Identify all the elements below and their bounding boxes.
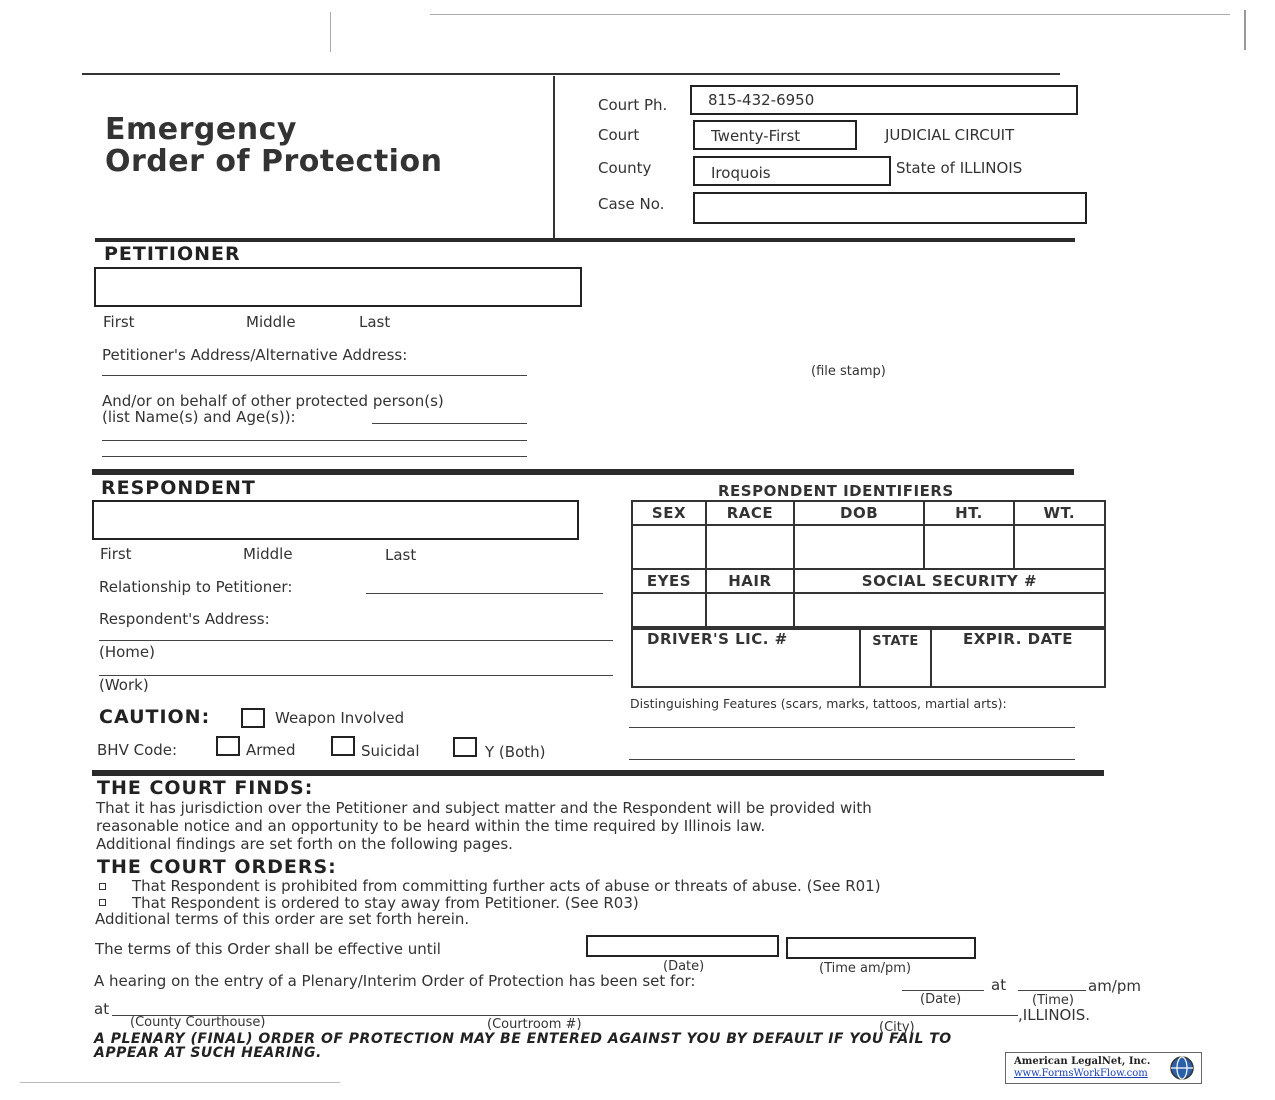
- order-1-text: That Respondent is prohibited from committing further acts of abuse or threats of abuse. (See R01): [132, 877, 881, 895]
- court-label: Court: [598, 126, 640, 144]
- sex-header: SEX: [632, 501, 706, 525]
- protected-persons-label-2: (list Name(s) and Age(s)):: [102, 408, 296, 426]
- license-table: [631, 626, 1106, 688]
- respondent-name-field[interactable]: [92, 500, 579, 540]
- county-label: County: [598, 159, 652, 177]
- court-value: Twenty-First: [711, 127, 801, 145]
- expiration-date-label: EXPIR. DATE: [962, 630, 1073, 648]
- hearing-time-caption: (Time): [1032, 993, 1074, 1008]
- protected-persons-line-2[interactable]: [102, 440, 527, 441]
- respondent-address-label: Respondent's Address:: [99, 610, 270, 628]
- petitioner-first-label: First: [103, 313, 135, 331]
- bhv-code-label: BHV Code:: [97, 741, 178, 759]
- petitioner-last-label: Last: [359, 313, 391, 331]
- ssn-cell[interactable]: [794, 593, 1105, 629]
- respondent-last-label: Last: [385, 546, 417, 564]
- distinguishing-line-1[interactable]: [629, 727, 1075, 728]
- illinois-label: ,ILLINOIS.: [1018, 1006, 1091, 1024]
- petitioner-middle-label: Middle: [246, 313, 296, 331]
- weapon-involved-checkbox[interactable]: [241, 708, 265, 728]
- effective-date-field[interactable]: [586, 935, 779, 957]
- effective-date-caption: (Date): [663, 959, 705, 974]
- county-field[interactable]: [693, 156, 891, 186]
- effective-time-caption: (Time am/pm): [819, 961, 912, 976]
- courtroom-caption: (Courtroom #): [487, 1017, 582, 1032]
- findings-line-1: That it has jurisdiction over the Petitioner and subject matter and the Respondent will be provided with: [96, 799, 872, 817]
- court-orders-heading: THE COURT ORDERS:: [97, 856, 337, 878]
- relationship-line[interactable]: [366, 593, 603, 594]
- judicial-circuit-label: JUDICIAL CIRCUIT: [885, 126, 1015, 144]
- respondent-first-label: First: [100, 545, 132, 563]
- city-caption: (City): [879, 1020, 915, 1035]
- hearing-date-caption: (Date): [920, 992, 962, 1007]
- petitioner-address-label: Petitioner's Address/Alternative Address:: [102, 346, 408, 364]
- eyes-header: EYES: [632, 569, 706, 593]
- default-warning-line-1: A PLENARY (FINAL) ORDER OF PROTECTION MAY BE ENTERED AGAINST YOU BY DEFAULT IF YOU FAIL TO: [94, 1031, 952, 1047]
- petitioner-address-line[interactable]: [102, 375, 527, 376]
- ht-cell[interactable]: [924, 525, 1013, 569]
- suicidal-checkbox[interactable]: [331, 736, 355, 756]
- county-value: Iroquois: [711, 164, 771, 182]
- license-state-cell[interactable]: [860, 627, 931, 687]
- armed-checkbox[interactable]: [216, 736, 240, 756]
- company-name: American LegalNet, Inc.: [1014, 1056, 1151, 1067]
- hearing-location-at-label: at: [94, 1000, 110, 1018]
- respondent-middle-label: Middle: [243, 545, 293, 563]
- dob-cell[interactable]: [794, 525, 925, 569]
- distinguishing-features-label: Distinguishing Features (scars, marks, tattoos, martial arts):: [630, 696, 1007, 711]
- wt-header: WT.: [1014, 501, 1105, 525]
- petitioner-heading: PETITIONER: [104, 243, 241, 265]
- dob-header: DOB: [794, 501, 925, 525]
- identifiers-heading: RESPONDENT IDENTIFIERS: [718, 482, 954, 500]
- american-legalnet-logo[interactable]: [1005, 1052, 1202, 1084]
- findings-line-3: Additional findings are set forth on the following pages.: [96, 835, 513, 853]
- identifiers-table: [631, 500, 1106, 630]
- weapon-involved-label: Weapon Involved: [275, 709, 405, 727]
- court-finds-heading: THE COURT FINDS:: [97, 777, 314, 799]
- both-checkbox[interactable]: [453, 737, 477, 757]
- petitioner-name-field[interactable]: [94, 267, 582, 307]
- race-header: RACE: [706, 501, 794, 525]
- protected-persons-line-3[interactable]: [102, 456, 527, 457]
- race-cell[interactable]: [706, 525, 794, 569]
- respondent-heading: RESPONDENT: [101, 477, 256, 499]
- ht-header: HT.: [924, 501, 1013, 525]
- relationship-label: Relationship to Petitioner:: [99, 578, 293, 596]
- protected-persons-line-1[interactable]: [372, 423, 527, 424]
- county-courthouse-caption: (County Courthouse): [130, 1015, 266, 1030]
- sex-cell[interactable]: [632, 525, 706, 569]
- hearing-time-line[interactable]: [1018, 990, 1086, 991]
- ssn-header: SOCIAL SECURITY #: [794, 569, 1105, 593]
- hair-header: HAIR: [706, 569, 794, 593]
- hearing-at-word: at: [991, 976, 1007, 994]
- effective-time-field[interactable]: [786, 937, 976, 959]
- hearing-text: A hearing on the entry of a Plenary/Interim Order of Protection has been set for:: [94, 972, 696, 990]
- form-title-line2: Order of Protection: [105, 144, 443, 179]
- globe-icon: [1169, 1055, 1195, 1081]
- drivers-license-cell[interactable]: [632, 627, 860, 687]
- court-field[interactable]: [693, 120, 857, 150]
- additional-terms-text: Additional terms of this order are set forth herein.: [95, 910, 470, 928]
- default-warning-line-2: APPEAR AT SUCH HEARING.: [94, 1045, 322, 1061]
- court-phone-field[interactable]: [690, 85, 1078, 115]
- court-phone-value: 815-432-6950: [708, 91, 815, 109]
- expiration-date-cell[interactable]: [931, 627, 1105, 687]
- order-1-checkbox[interactable]: [99, 883, 106, 890]
- court-phone-label: Court Ph.: [598, 96, 668, 114]
- effective-until-label: The terms of this Order shall be effective until: [95, 940, 441, 958]
- form-title-line1: Emergency: [105, 112, 297, 147]
- license-state-label: STATE: [872, 634, 919, 649]
- home-address-line[interactable]: [99, 675, 613, 676]
- case-no-field[interactable]: [693, 192, 1087, 224]
- findings-line-2: reasonable notice and an opportunity to be heard within the time required by Illinois law.: [96, 817, 766, 835]
- company-website-link[interactable]: www.FormsWorkFlow.com: [1014, 1068, 1148, 1079]
- order-2-checkbox[interactable]: [99, 899, 106, 906]
- respondent-address-line[interactable]: [99, 640, 613, 641]
- both-label: Y (Both): [485, 743, 546, 761]
- hearing-ampm-label: am/pm: [1088, 977, 1141, 995]
- hearing-date-line[interactable]: [902, 990, 984, 991]
- hair-cell[interactable]: [706, 593, 794, 629]
- drivers-license-label: DRIVER'S LIC. #: [647, 630, 788, 648]
- file-stamp-label: (file stamp): [811, 364, 886, 379]
- case-no-label: Case No.: [598, 195, 665, 213]
- protected-persons-label-1: And/or on behalf of other protected person(s): [102, 392, 444, 410]
- caution-label: CAUTION:: [99, 706, 211, 728]
- armed-label: Armed: [246, 741, 296, 759]
- eyes-cell[interactable]: [632, 593, 706, 629]
- state-label: State of ILLINOIS: [896, 159, 1023, 177]
- wt-cell[interactable]: [1014, 525, 1105, 569]
- distinguishing-line-2[interactable]: [629, 759, 1075, 760]
- order-2-text: That Respondent is ordered to stay away from Petitioner. (See R03): [132, 894, 639, 912]
- suicidal-label: Suicidal: [361, 742, 420, 760]
- work-address-label: (Work): [99, 676, 149, 694]
- home-address-label: (Home): [99, 643, 156, 661]
